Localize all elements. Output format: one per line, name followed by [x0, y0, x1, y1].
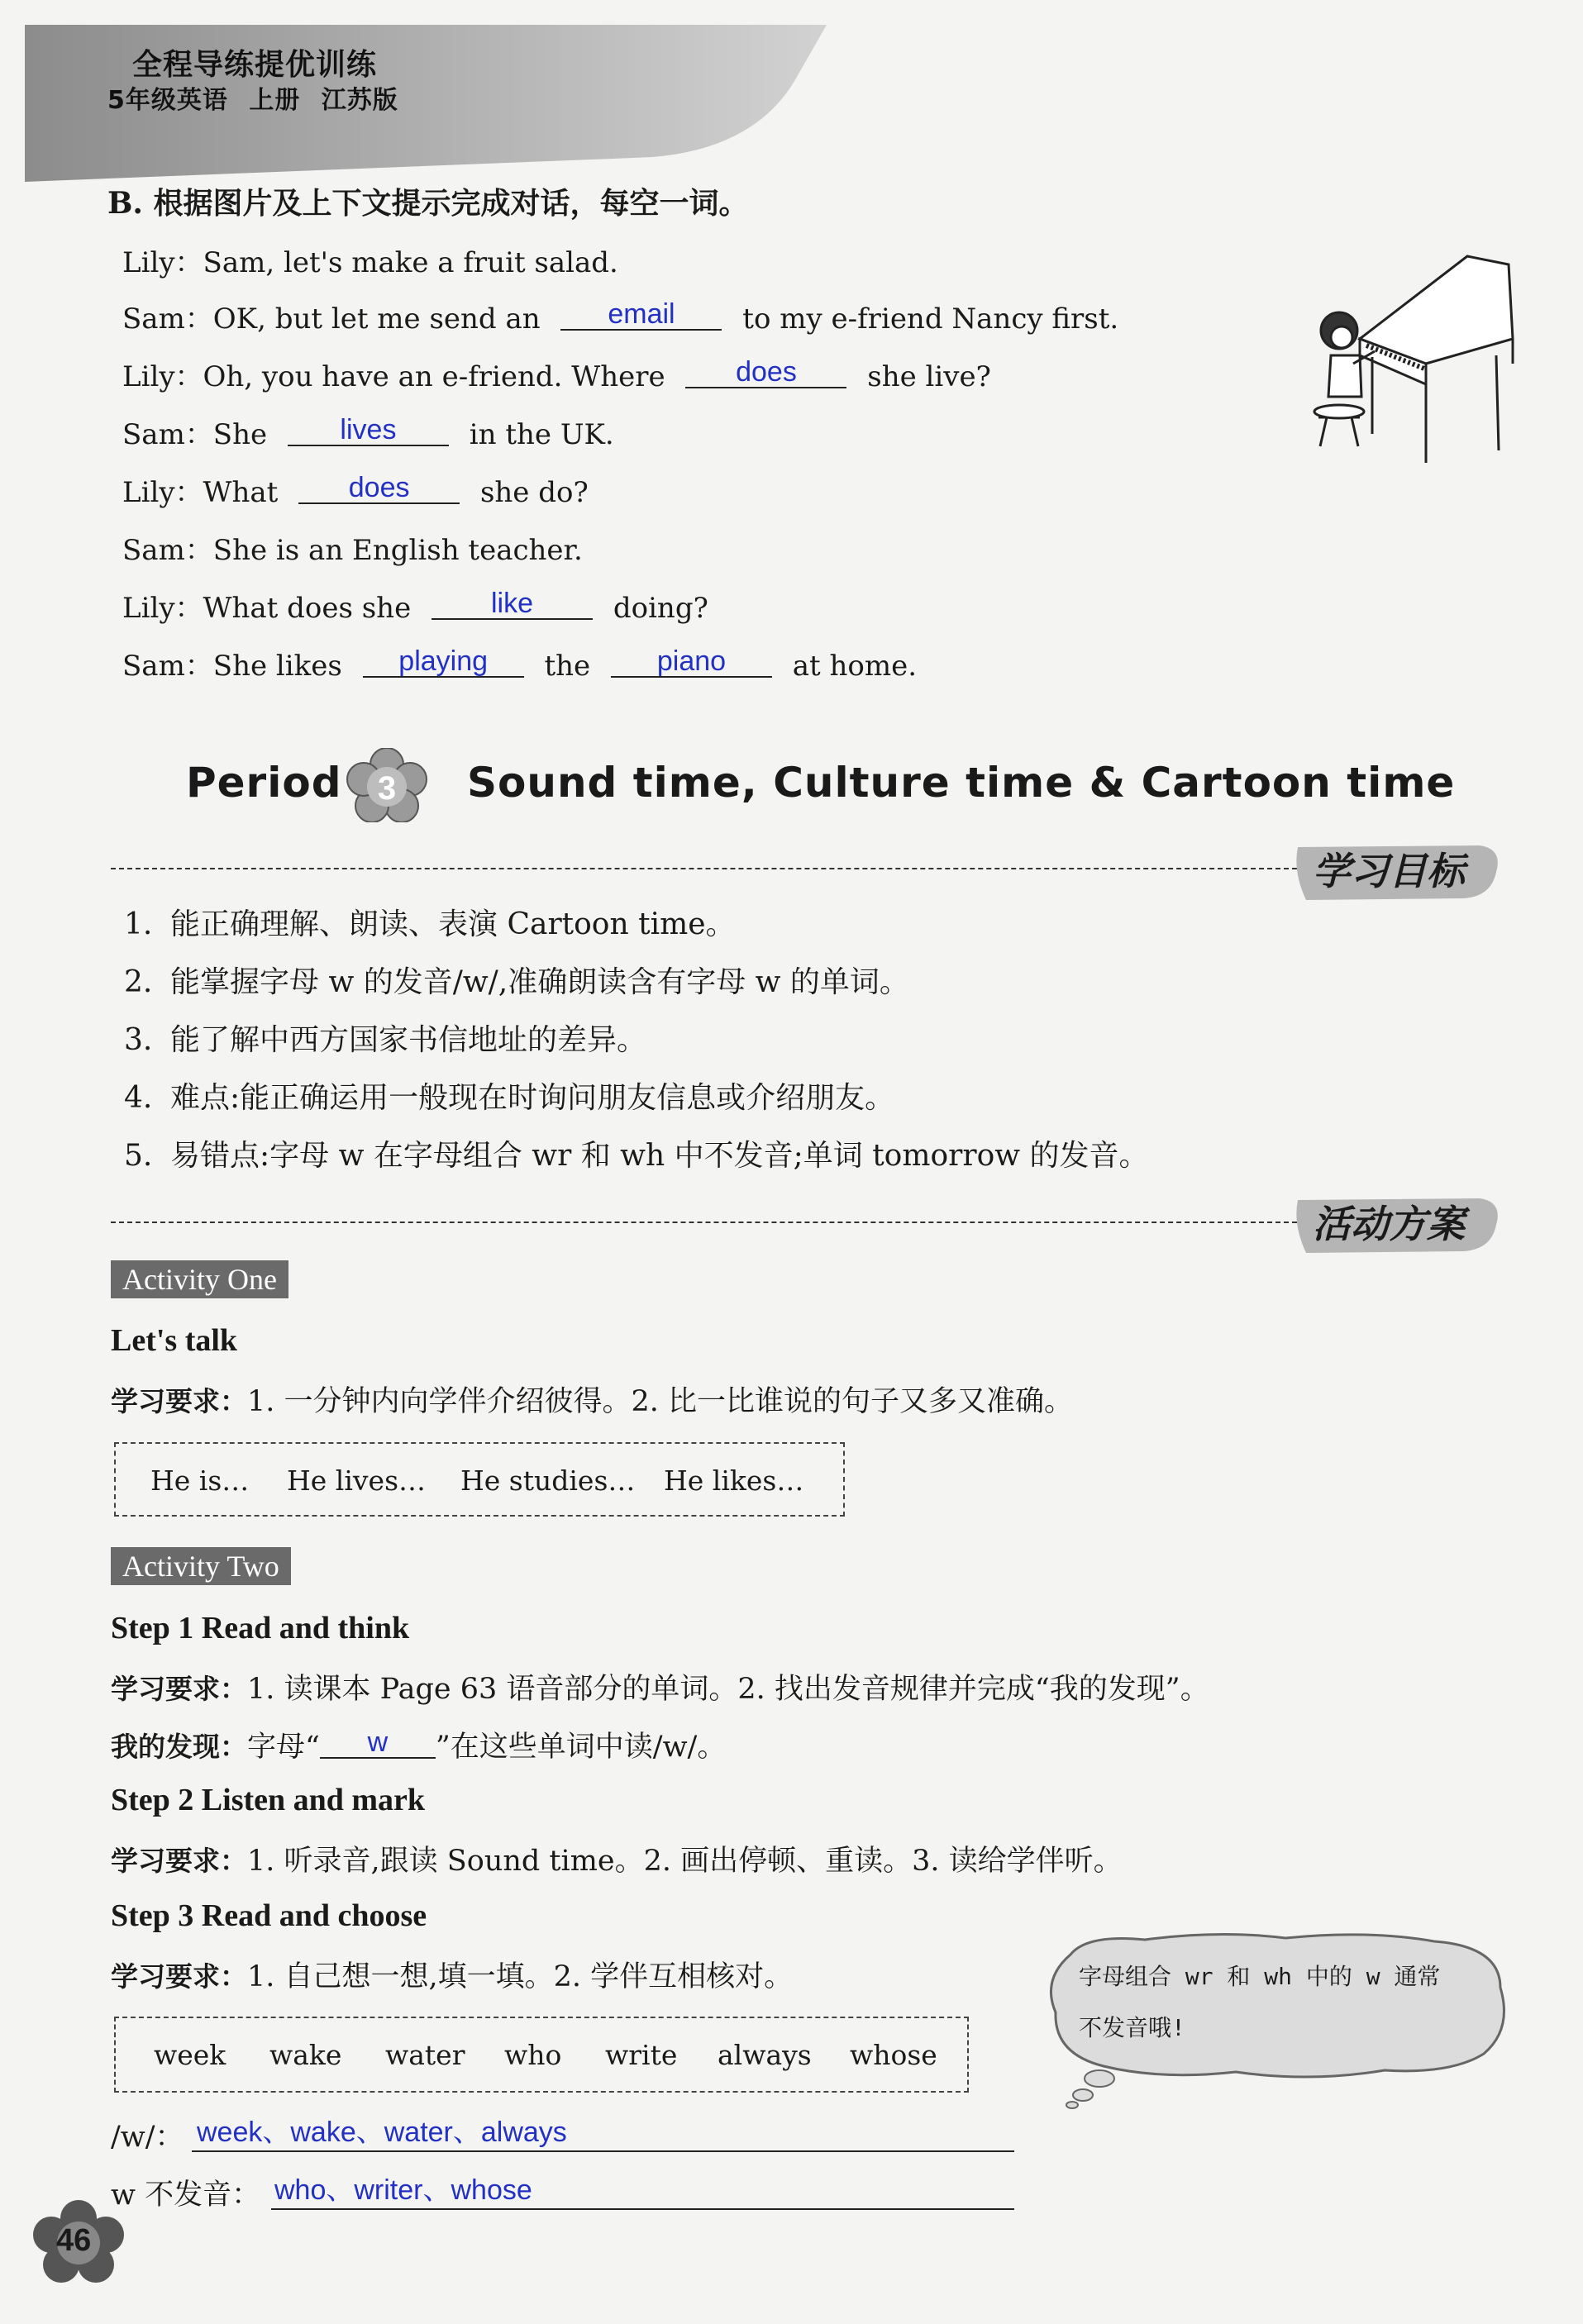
word-bank-item: write: [605, 2039, 678, 2071]
section-b-heading: B. 根据图片及上下文提示完成对话，每空一词。: [107, 186, 749, 221]
goal-text: 能了解中西方国家书信地址的差异。: [170, 1023, 647, 1057]
requirement-text: 1. 听录音,跟读 Sound time。2. 画出停顿、重读。3. 读给学伴听。: [247, 1845, 1123, 1878]
lets-talk-heading: Let's talk: [111, 1323, 238, 1358]
answer-underline: [192, 2150, 1014, 2152]
dialogue-line-7: [122, 585, 708, 626]
dialogue-line-8: [122, 643, 917, 683]
requirement: [111, 1838, 1123, 1879]
period-title: Sound time, Culture time & Cartoon time: [467, 759, 1456, 807]
discovery-label: 我的发现：: [111, 1731, 247, 1763]
requirement-label: 学习要求：: [111, 1385, 247, 1417]
step-2-heading: Step 2 Listen and mark: [111, 1783, 426, 1817]
step-1-heading: Step 1 Read and think: [111, 1611, 410, 1645]
sentence-starter: He lives…: [287, 1464, 427, 1497]
dialogue-line-6: [122, 527, 583, 568]
book-info: 5年级英语 上册 江苏版: [107, 86, 398, 115]
line-text: to my e-friend Nancy first.: [742, 302, 1119, 336]
word-bank-item: wake: [269, 2039, 342, 2071]
sentence-starter: He likes…: [664, 1464, 804, 1497]
goal-number: 4.: [124, 1081, 153, 1115]
bubble-text-line-2: 不发音哦!: [1079, 2014, 1185, 2041]
activity-two-label: Activity Two: [111, 1547, 291, 1585]
word-bank-item: week: [154, 2039, 226, 2071]
page-number: 46: [56, 2223, 92, 2258]
w-silent-answer: who、writer、whose: [274, 2174, 532, 2206]
sentence-starter: He is…: [150, 1464, 250, 1497]
activity-one-label: Activity One: [111, 1260, 288, 1298]
line-text: Lily：Oh, you have an e-friend. Where: [122, 360, 665, 393]
discovery-post: ”在这些单词中读/w/。: [435, 1731, 727, 1764]
flower-number-badge: [346, 748, 428, 822]
bubble-text-line-1: 字母组合 wr 和 wh 中的 w 通常: [1079, 1963, 1441, 1990]
activity-plan-tag: 活动方案: [1313, 1202, 1465, 1246]
requirement-label: 学习要求：: [111, 1960, 247, 1993]
goal-text: 能掌握字母 w 的发音/w/,准确朗读含有字母 w 的单词。: [170, 965, 909, 999]
answer-blank: does: [685, 357, 846, 388]
word-bank-item: water: [385, 2039, 465, 2071]
dialogue-line-5: [122, 469, 589, 510]
w-silent-label: w 不发音：: [111, 2179, 261, 2212]
dialogue-line-3: [122, 354, 991, 394]
line-text: in the UK.: [469, 418, 614, 451]
requirement-label: 学习要求：: [111, 1673, 247, 1705]
line-text: Sam：OK, but let me send an: [122, 302, 541, 336]
goal-item: [124, 1017, 646, 1059]
sentence-starter: He studies…: [460, 1464, 636, 1497]
requirement: [111, 1954, 793, 1995]
requirement-text: 1. 一分钟内向学伴介绍彼得。2. 比一比谁说的句子又多又准确。: [247, 1385, 1074, 1418]
goal-number: 3.: [124, 1023, 153, 1057]
goal-text: 易错点:字母 w 在字母组合 wr 和 wh 中不发音;单词 tomorrow 的发音。: [170, 1139, 1149, 1173]
goal-number: 1.: [124, 907, 153, 941]
line-text: Lily：What: [122, 476, 279, 509]
line-text: doing?: [613, 592, 708, 625]
answer-blank: piano: [611, 646, 772, 678]
answer-blank: playing: [363, 646, 524, 678]
goal-text: 难点:能正确运用一般现在时询问朋友信息或介绍朋友。: [170, 1081, 895, 1115]
goal-text: 能正确理解、朗读、表演 Cartoon time。: [170, 907, 736, 941]
goal-item: [124, 959, 909, 1001]
answer-blank: email: [560, 299, 722, 331]
line-text: Lily：Sam, let's make a fruit salad.: [122, 246, 618, 279]
girl-playing-piano-illustration: [1302, 240, 1517, 471]
dialogue-line-4: [122, 412, 614, 452]
discovery-pre: 字母“: [247, 1731, 320, 1764]
goal-number: 5.: [124, 1139, 153, 1173]
answer-underline: [271, 2208, 1014, 2210]
answer-blank: w: [320, 1727, 436, 1759]
goal-item: [124, 1132, 1149, 1174]
line-text: the: [544, 650, 591, 683]
line-text: Lily：What does she: [122, 592, 412, 625]
answer-blank: lives: [288, 415, 449, 446]
line-text: she live?: [867, 360, 991, 393]
line-text: Sam：She: [122, 418, 268, 451]
learning-goals-tag: 学习目标: [1313, 849, 1465, 893]
line-text: Sam：She likes: [122, 650, 342, 683]
requirement: [111, 1666, 1209, 1707]
word-bank-item: always: [718, 2039, 812, 2071]
line-text: Sam：She is an English teacher.: [122, 534, 583, 567]
period-label: Period: [186, 759, 342, 807]
requirement-text: 1. 自己想一想,填一填。2. 学伴互相核对。: [247, 1960, 794, 1993]
goal-number: 2.: [124, 965, 153, 999]
series-title: 全程导练提优训练: [132, 48, 378, 82]
goal-item: [124, 901, 736, 943]
divider: [111, 868, 1297, 869]
answer-blank: does: [298, 473, 460, 504]
goal-item: [124, 1074, 894, 1117]
requirement-label: 学习要求：: [111, 1845, 247, 1877]
requirement-text: 1. 读课本 Page 63 语音部分的单词。2. 找出发音规律并完成“我的发现”。: [247, 1673, 1209, 1706]
my-discovery: [111, 1724, 726, 1765]
w-sound-answer: week、wake、water、always: [197, 2117, 567, 2148]
period-number: 3: [377, 770, 397, 807]
word-bank-item: whose: [850, 2039, 937, 2071]
dialogue-line-2: [122, 296, 1118, 336]
divider: [111, 1222, 1297, 1223]
line-text: she do?: [479, 476, 589, 509]
answer-blank: like: [432, 588, 593, 620]
dialogue-line-1: [122, 240, 618, 280]
line-text: at home.: [792, 650, 918, 683]
requirement: [111, 1379, 1073, 1420]
word-bank-item: who: [504, 2039, 562, 2071]
step-3-heading: Step 3 Read and choose: [111, 1898, 427, 1933]
w-sound-label: /w/：: [111, 2121, 184, 2154]
